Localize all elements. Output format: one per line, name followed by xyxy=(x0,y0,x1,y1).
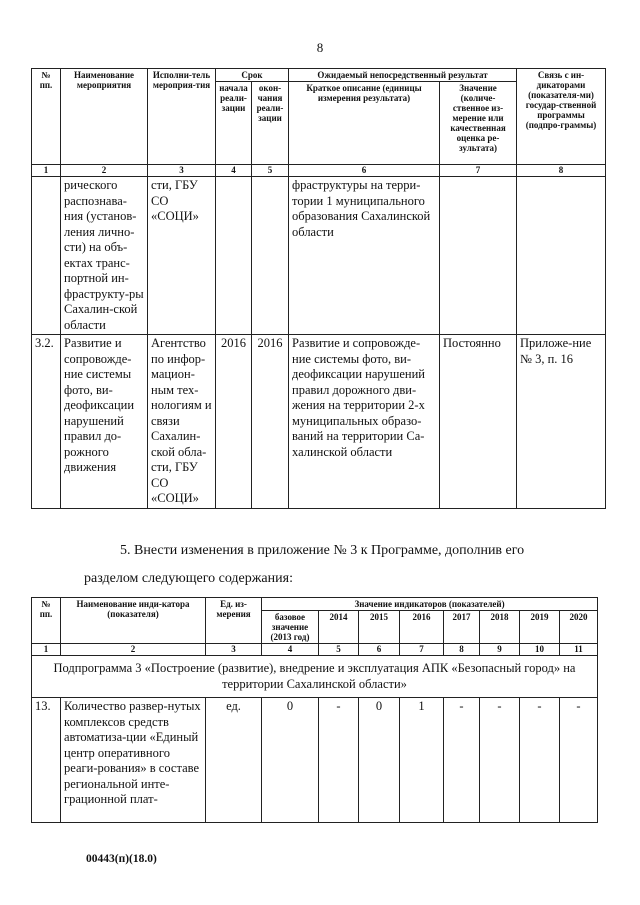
col-header-year: 2016 xyxy=(400,611,444,644)
row-num: 13. xyxy=(32,698,61,823)
column-number: 7 xyxy=(400,644,444,656)
col-header-year: 2018 xyxy=(480,611,520,644)
column-number: 4 xyxy=(262,644,319,656)
col-header-expected: Ожидаемый непосредственный результат xyxy=(289,69,517,82)
column-number: 2 xyxy=(61,644,206,656)
column-number: 5 xyxy=(252,165,289,177)
col-header-num: № пп. xyxy=(32,598,61,644)
col-header-values: Значение индикаторов (показателей) xyxy=(262,598,598,611)
column-number: 3 xyxy=(206,644,262,656)
row-link: Приложе-ние № 3, п. 16 xyxy=(517,335,606,509)
document-code: 00443(п)(18.0) xyxy=(86,853,157,865)
col-header-base: базовое значение (2013 год) xyxy=(262,611,319,644)
row-start: 2016 xyxy=(216,335,252,509)
subprogram-title: Подпрограмма 3 «Построение (развитие), внедрение и эксплуатация АПК «Безопасный город» на территории Сахалинской области» xyxy=(32,656,598,698)
row-indicator: Количество развер-нутых комплексов средств автоматиза-ции «Единый центр оперативного реаги-рования» в составе региональной инте-грационной плат- xyxy=(61,698,206,823)
col-header-year: 2014 xyxy=(319,611,359,644)
row-name: Развитие и сопровожде-ние системы фото, ви-деофиксации нарушений правил до-рожного движения xyxy=(61,335,148,509)
row-value: Постоянно xyxy=(440,335,517,509)
col-header-start: начала реали-зации xyxy=(216,82,252,165)
row-executor: сти, ГБУ СО «СОЦИ» xyxy=(148,177,216,335)
col-header-indicator: Наименование инди-катора (показателя) xyxy=(61,598,206,644)
paragraph-line-1: 5. Внести изменения в приложение № 3 к Программе, дополнив его xyxy=(120,543,525,558)
row-value-2015: 0 xyxy=(359,698,400,823)
column-number: 3 xyxy=(148,165,216,177)
row-start xyxy=(216,177,252,335)
col-header-year: 2020 xyxy=(560,611,598,644)
column-number-row xyxy=(32,644,598,656)
column-number: 1 xyxy=(32,165,61,177)
subprogram-row xyxy=(32,656,598,698)
row-value-2019: - xyxy=(520,698,560,823)
table-row xyxy=(32,698,598,823)
col-header-year: 2019 xyxy=(520,611,560,644)
column-number: 11 xyxy=(560,644,598,656)
row-end: 2016 xyxy=(252,335,289,509)
row-desc: Развитие и сопровожде-ние системы фото, ви-деофиксации нарушений правил дорожного дви-жения на территории 2-х муниципальных образо-ваний на территории Са-халинской области xyxy=(289,335,440,509)
row-num xyxy=(32,177,61,335)
column-number: 8 xyxy=(517,165,606,177)
col-header-executor: Исполни-тель мероприя-тия xyxy=(148,69,216,165)
column-number: 1 xyxy=(32,644,61,656)
col-header-value: Значение (количе-ственное из-мерение или качественная оценка ре-зультата) xyxy=(440,82,517,165)
col-header-num: № пп. xyxy=(32,69,61,165)
column-number: 6 xyxy=(289,165,440,177)
col-header-end: окон-чания реали-зации xyxy=(252,82,289,165)
row-name: рического распознава-ния (установ-ления лично-сти) на объ-ектах транс-портной ин-фраструкту-ры Сахалин-ской области xyxy=(61,177,148,335)
row-value-2020: - xyxy=(560,698,598,823)
column-number: 7 xyxy=(440,165,517,177)
column-number: 6 xyxy=(359,644,400,656)
column-number: 8 xyxy=(444,644,480,656)
column-number: 2 xyxy=(61,165,148,177)
indicators-table xyxy=(31,597,598,823)
row-value-2018: - xyxy=(480,698,520,823)
column-number: 9 xyxy=(480,644,520,656)
table-row xyxy=(32,177,606,335)
col-header-year: 2017 xyxy=(444,611,480,644)
row-value-2017: - xyxy=(444,698,480,823)
col-header-unit: Ед. из-мерения xyxy=(206,598,262,644)
col-header-name: Наименование мероприятия xyxy=(61,69,148,165)
paragraph-line-2: разделом следующего содержания: xyxy=(84,571,293,586)
row-base-value: 0 xyxy=(262,698,319,823)
table-row xyxy=(32,335,606,509)
row-desc: фраструктуры на терри-тории 1 муниципального образования Сахалинской области xyxy=(289,177,440,335)
row-value-2016: 1 xyxy=(400,698,444,823)
row-link xyxy=(517,177,606,335)
column-number: 5 xyxy=(319,644,359,656)
row-value xyxy=(440,177,517,335)
row-executor: Агентство по инфор-мацион-ным тех-нологиям и связи Сахалин-ской обла-сти, ГБУ СО «СОЦИ» xyxy=(148,335,216,509)
column-number-row xyxy=(32,165,606,177)
col-header-link: Связь с ин-дикаторами (показателя-ми) государ-ственной программы (подпро-граммы) xyxy=(517,69,606,165)
col-header-desc: Краткое описание (единицы измерения результата) xyxy=(289,82,440,165)
col-header-year: 2015 xyxy=(359,611,400,644)
page-number: 8 xyxy=(316,40,324,55)
row-value-2014: - xyxy=(319,698,359,823)
col-header-term: Срок xyxy=(216,69,289,82)
row-end xyxy=(252,177,289,335)
column-number: 4 xyxy=(216,165,252,177)
column-number: 10 xyxy=(520,644,560,656)
events-table xyxy=(31,68,606,509)
row-unit: ед. xyxy=(206,698,262,823)
row-num: 3.2. xyxy=(32,335,61,509)
